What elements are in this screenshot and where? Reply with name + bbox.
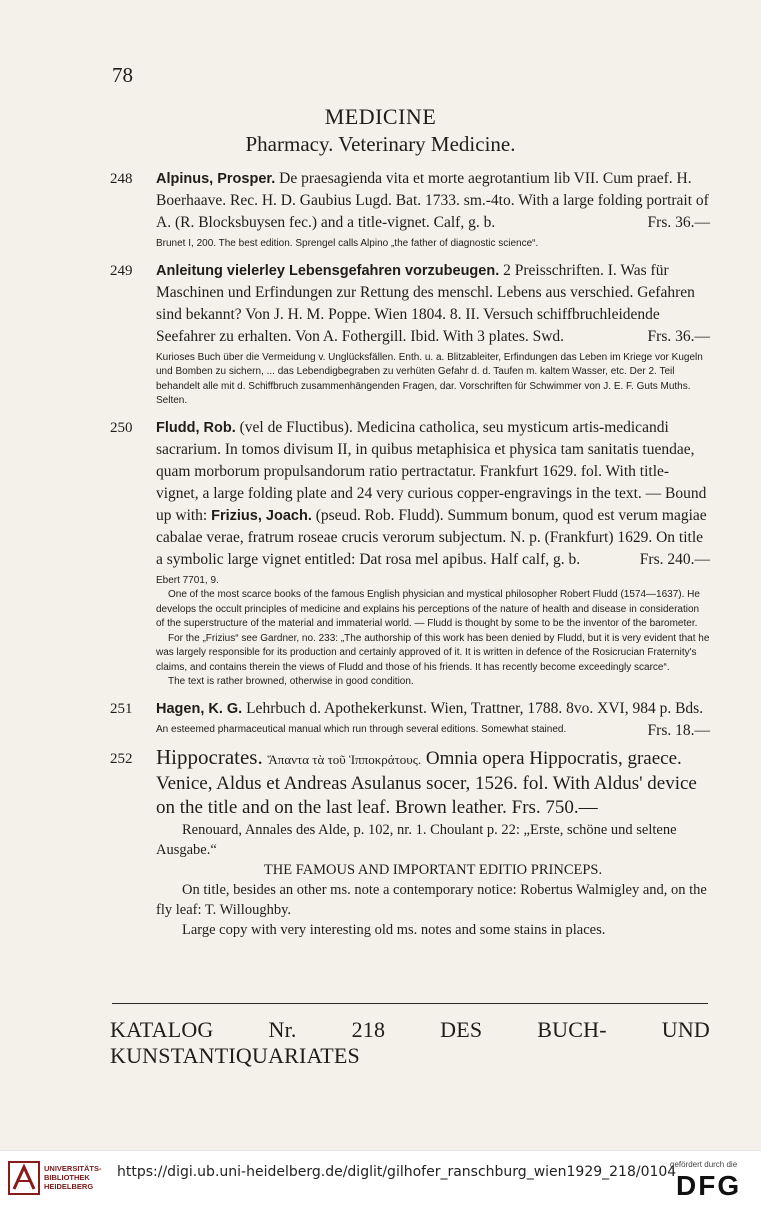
entry-price: Frs. 750.— (511, 797, 598, 818)
entry-note: The text is rather browned, otherwise in good condition. (168, 676, 414, 687)
catalog-footer-line: KATALOG Nr. 218 DES BUCH- UND KUNSTANTIQUARIATES (110, 1017, 710, 1068)
catalog-entries (110, 168, 710, 948)
entry-number: 249 (110, 262, 133, 279)
permalink-url[interactable]: https://digi.ub.uni-heidelberg.de/diglit/gilhofer_ranschburg_wien1929_218/0104 (117, 1164, 677, 1180)
section-heading: MEDICINE (324, 104, 437, 129)
entry-author: Fludd, Rob. (156, 419, 236, 436)
entry-note: Brunet I, 200. The best edition. Sprengel calls Alpino „the father of diagnostic science“. (156, 238, 539, 249)
entry-note: Renouard, Annales des Alde, p. 102, nr. 1. Choulant p. 22: „Erste, schöne und seltene Ausgabe.“ (156, 822, 677, 858)
catalog-entry (110, 168, 710, 252)
entry-price: Frs. 18.— (647, 721, 710, 739)
entry-description: (vel de Fluctibus). Medicina catholica, seu mysticum artis-medicandi sacrarium. In tomos divisum II, in quibus metaphisica et physica tam sanitatis tuendae, quam morborum propulsandorum ratio pertractatur. Frankfurt 1629. fol. With title-vignet, a large folding plate and 24 very curious copper-engravings in the text. — Bound up with: (156, 418, 707, 524)
entry-price: Frs. 36.— (647, 327, 710, 345)
divider (112, 1003, 708, 1004)
entry-number: 250 (110, 419, 133, 436)
entry-author: Anleitung vielerley Lebensgefahren vorzubeugen. (156, 262, 500, 279)
catalog-entry (110, 745, 710, 940)
entry-description: 2 Preisschriften. I. Was für Maschinen und Erfindungen zur Rettung des menschl. Lebens aus verschied. Gefahren sind bekannt? Von J. H. M. Poppe. Wien 1804. 8. II. Versuch schiffbruchleidende Seefahrer zu erhalten. Von A. Fothergill. Ibid. With 3 plates. Swd. (156, 261, 695, 345)
entry-greek-title: Ἅπαντα τὰ τοῦ Ἱπποκράτους. (267, 752, 422, 767)
entry-note-emphasis: THE FAMOUS AND IMPORTANT EDITIO PRINCEPS. (263, 862, 603, 878)
catalog-entry (110, 698, 710, 738)
entry-description: De praesagienda vita et morte aegrotantium lib VII. Cum praef. H. Boerhaave. Rec. H. D. Gaubius Lugd. Bat. 1733. sm.-4to. With a large folding portrait of A. (R. Blocksbuysen fec.) and a title-vignet. Calf, g. b. (156, 170, 709, 231)
entry-note: One of the most scarce books of the famous English physician and mystical philosopher Robert Fludd (1574—1637). He develops the occult principles of medicine and explains his perceptions of the nature of health and disease in consideration of the superstructure of the material and immaterial world. — Fludd is thought by some to be the inventor of the barometer. (156, 589, 700, 629)
dfg-logo: DFG (676, 1170, 742, 1201)
entry-number: 252 (110, 751, 133, 767)
entry-description: Lehrbuch d. Apothekerkunst. Wien, Trattner, 1788. 8vo. XVI, 984 p. Bds. (246, 699, 704, 717)
entry-note: Kurioses Buch über die Vermeidung v. Unglücksfällen. Enth. u. a. Blitzableiter, Erfindungen das Leben im Kriege vor Kugeln und Bomben zu sichern, ... das Lebendigbegraben zu verhüten Gefahr d. d. Taufen m. kaltem Wasser, etc. Der 2. Teil behandelt alle mit d. Schiffbruch zusammenhängenden Fragen, dar. Vorschriften für Schwimmer von J. E. F. Guts Muths. Selten. (156, 351, 703, 406)
entry-note: On title, besides an other ms. note a contemporary notice: Robertus Walmigley and, on the fly leaf: T. Willoughby. (156, 882, 707, 918)
funded-by-label: gefördert durch die (670, 1160, 738, 1169)
entry-price: Frs. 240.— (639, 550, 710, 568)
entry-author: Hippocrates. (156, 745, 263, 769)
entry-note: Large copy with very interesting old ms. notes and some stains in places. (182, 922, 606, 938)
catalog-entry (110, 260, 710, 409)
section-subheading: Pharmacy. Veterinary Medicine. (245, 132, 516, 156)
entry-note: An esteemed pharmaceutical manual which run through several editions. Somewhat stained. (156, 723, 567, 735)
university-library-logo (8, 1161, 40, 1200)
entry-description: Omnia opera Hippocratis, graece. Venice, Aldus et Andreas Asulanus socer, 1526. fol. With Aldus' device on the title and on the last leaf. Brown leather. (156, 748, 697, 818)
viewer-footer (0, 1150, 761, 1208)
entry-description-second: (pseud. Rob. Fludd). Summum bonum, quod est verum magiae cabalae verae, fratrum roseae crucis verorum subjectum. N. p. (Frankfurt) 1629. On title a symbolic large vignet entitled: Dat rosa mel apibus. Half calf, g. b. (156, 506, 707, 568)
entry-author: Hagen, K. G. (156, 700, 243, 717)
entry-number: 248 (110, 171, 133, 187)
entry-number: 251 (110, 700, 133, 717)
entry-author: Alpinus, Prosper. (156, 171, 276, 187)
entry-author-second: Frizius, Joach. (211, 507, 312, 524)
institution-name: UNIVERSITÄTS- BIBLIOTHEK HEIDELBERG (44, 1164, 102, 1191)
catalog-entry (110, 417, 710, 690)
entry-price: Frs. 36.— (647, 214, 710, 231)
entry-note: For the „Frizius“ see Gardner, no. 233: „The authorship of this work has been denied by Fludd, but it is very evident that he was largely responsible for its production and certainly approved of it. It is written in defence of the Rosicrucian Fraternity's claims, and contains therein the views of Fludd and those of his friends. It has recently become exceedingly scarce“. (156, 632, 710, 673)
page-number: 78 (112, 63, 133, 87)
entry-note: Ebert 7701, 9. (156, 574, 219, 586)
